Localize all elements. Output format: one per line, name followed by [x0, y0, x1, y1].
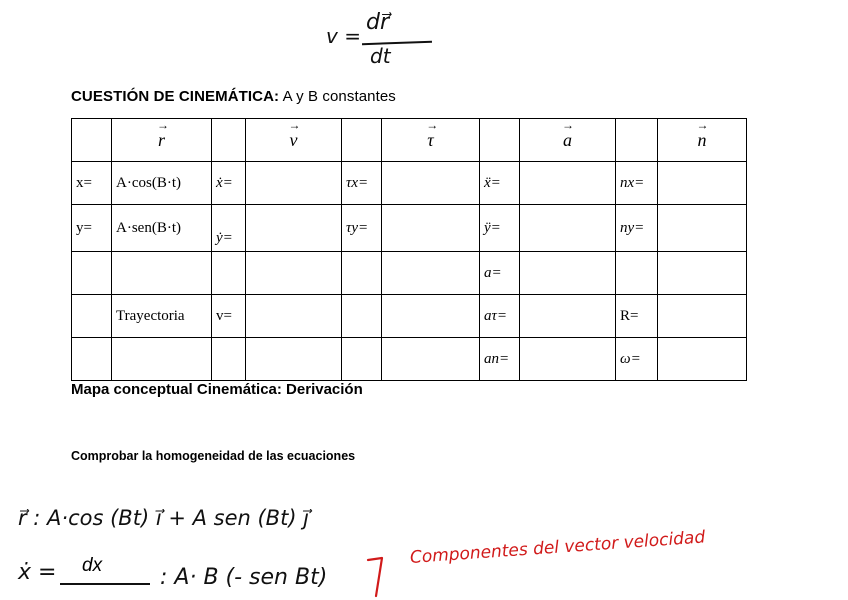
- red-bracket-mark: [366, 556, 386, 600]
- table-cell: [112, 338, 212, 381]
- table-cell: [246, 162, 342, 205]
- table-row: [72, 252, 747, 295]
- header-a-vector: → a: [520, 119, 616, 162]
- handwritten-fraction-numerator: dx: [82, 555, 103, 576]
- table-cell: [246, 338, 342, 381]
- table-cell: [212, 252, 246, 295]
- table-header-row: [72, 119, 747, 162]
- question-title-bold: CUESTIÓN DE CINEMÁTICA:: [71, 88, 280, 105]
- table-cell: ẏ=: [212, 205, 246, 252]
- table-cell: ẍ=: [480, 162, 520, 205]
- header-cell: [342, 119, 382, 162]
- formula-lhs: v =: [326, 24, 361, 48]
- table-cell: ω=: [616, 338, 658, 381]
- table-cell: τy=: [342, 205, 382, 252]
- table-cell: an=: [480, 338, 520, 381]
- table-cell: [382, 205, 480, 252]
- table-cell: [246, 205, 342, 252]
- table-cell: [658, 252, 747, 295]
- table-cell: [520, 295, 616, 338]
- table-row: [72, 162, 747, 205]
- table-cell: [72, 338, 112, 381]
- table-cell: [520, 162, 616, 205]
- table-cell: R=: [616, 295, 658, 338]
- table-cell: aτ=: [480, 295, 520, 338]
- table-cell: [382, 338, 480, 381]
- table-cell: ÿ=: [480, 205, 520, 252]
- table-cell: y=: [72, 205, 112, 252]
- table-cell: τx=: [342, 162, 382, 205]
- header-n-vector: → n: [658, 119, 747, 162]
- header-tau-vector: → τ: [382, 119, 480, 162]
- table-cell: [342, 252, 382, 295]
- question-title: [71, 88, 396, 105]
- formula-denominator: dt: [370, 44, 391, 68]
- table-cell: [382, 162, 480, 205]
- table-row: [72, 205, 747, 252]
- header-v-vector: → v: [246, 119, 342, 162]
- table-row: [72, 295, 747, 338]
- handwritten-fraction-bar: [60, 583, 150, 585]
- formula-numerator: dr⃗: [366, 10, 390, 35]
- table-cell: [212, 338, 246, 381]
- velocity-formula: [322, 10, 432, 68]
- header-r-vector: → r: [112, 119, 212, 162]
- table-cell: [520, 252, 616, 295]
- handwritten-red-note: Componentes del vector velocidad: [409, 527, 706, 568]
- table-cell: [382, 252, 480, 295]
- kinematics-table: [71, 118, 747, 381]
- handwritten-position-vector: r⃗ : A·cos (Bt) i⃗ + A sen (Bt) j⃗: [18, 506, 310, 530]
- table-cell: [246, 295, 342, 338]
- table-cell: [382, 295, 480, 338]
- table-cell: [72, 295, 112, 338]
- table-cell: [616, 252, 658, 295]
- question-title-rest: A y B constantes: [279, 88, 396, 105]
- table-cell: [72, 252, 112, 295]
- table-cell: a=: [480, 252, 520, 295]
- table-cell: [520, 338, 616, 381]
- table-cell: A·sen(B·t): [112, 205, 212, 252]
- handwritten-derivative-fraction: [60, 555, 160, 599]
- header-cell: [212, 119, 246, 162]
- handwritten-xdot-rhs: : A· B (- sen Bt): [160, 565, 328, 590]
- homogeneity-instruction: Comprobar la homogeneidad de las ecuaciones: [71, 449, 356, 463]
- handwritten-xdot-lhs: ẋ =: [18, 560, 57, 585]
- table-cell: [658, 295, 747, 338]
- table-cell: [520, 205, 616, 252]
- table-cell: v=: [212, 295, 246, 338]
- table-cell: [342, 295, 382, 338]
- table-cell: ẋ=: [212, 162, 246, 205]
- concept-map-title: Mapa conceptual Cinemática: Derivación: [71, 381, 363, 398]
- table-cell: [342, 338, 382, 381]
- header-cell: [72, 119, 112, 162]
- table-cell: A·cos(B·t): [112, 162, 212, 205]
- table-cell: [658, 205, 747, 252]
- table-cell: [658, 338, 747, 381]
- table-row: [72, 338, 747, 381]
- header-cell: [616, 119, 658, 162]
- table-cell: ny=: [616, 205, 658, 252]
- header-cell: [480, 119, 520, 162]
- table-cell: [112, 252, 212, 295]
- table-cell: nx=: [616, 162, 658, 205]
- table-cell: [246, 252, 342, 295]
- table-cell: Trayectoria: [112, 295, 212, 338]
- table-cell: x=: [72, 162, 112, 205]
- table-cell: [658, 162, 747, 205]
